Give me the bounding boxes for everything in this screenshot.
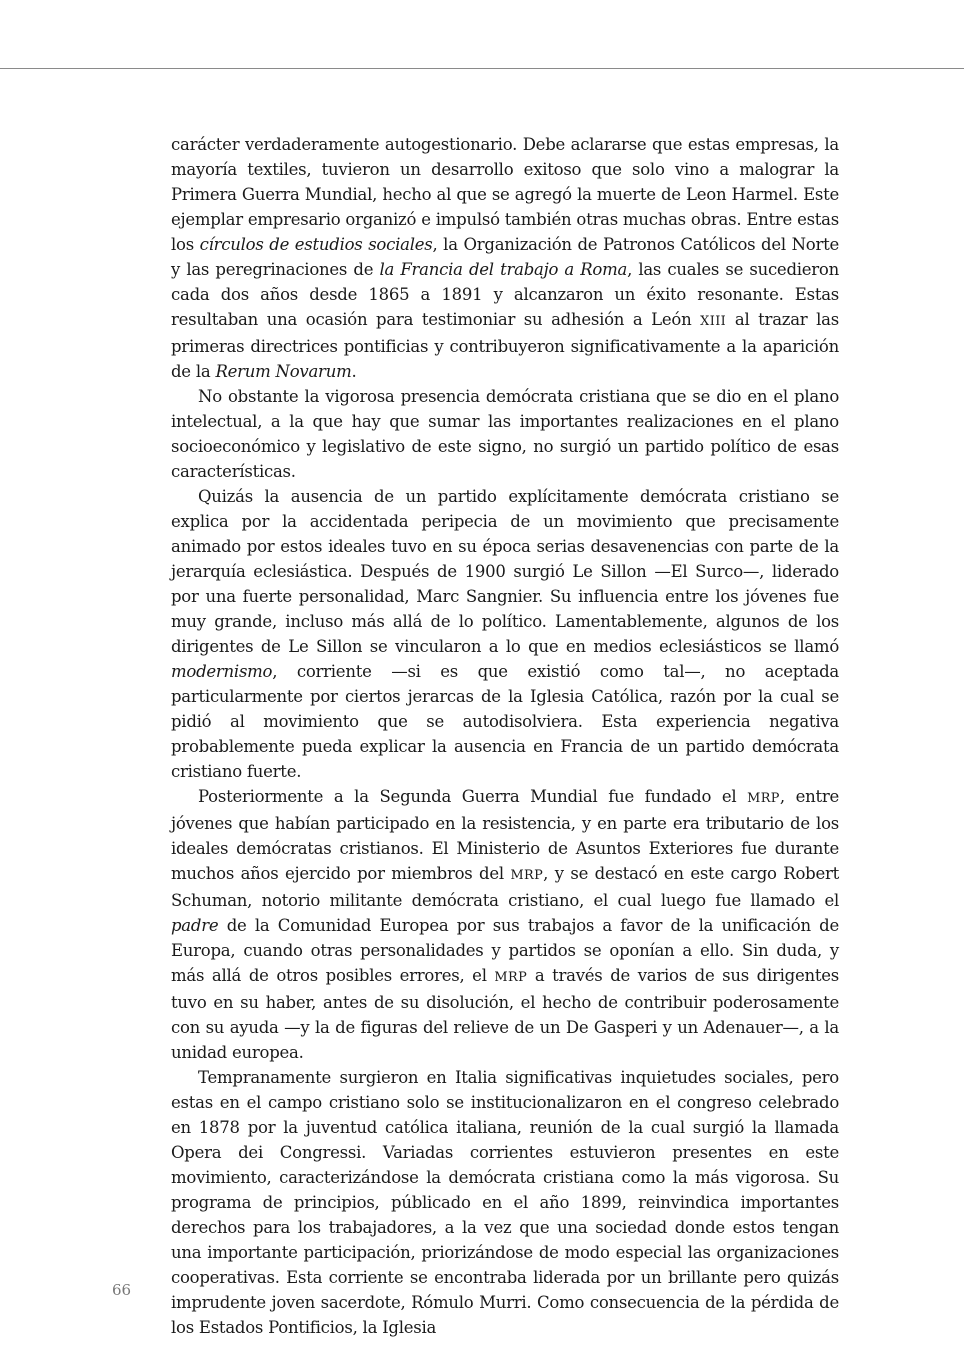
italic-term: padre xyxy=(171,916,219,935)
italic-term: la Francia del trabajo a Roma xyxy=(379,260,628,279)
text-run: Posteriormente a la Segunda Guerra Mundial fue fundado el xyxy=(198,787,748,806)
text-run: No obstante la vigorosa presencia demócrata cristiana que se dio en el plano intelectual, a la que hay que sumar las importantes realizaciones en el plano socioeconómico y legislativo de este signo, no surgió un partido político de esas características. xyxy=(171,387,839,481)
text-run: a través de varios de sus dirigentes tuvo en su haber, antes de su disolución, el hecho de contribuir poderosamente con su ayuda —y la de figuras del relieve de un De Gasperi y un Adenauer—, a la unidad europea. xyxy=(171,966,839,1062)
page-number: 66 xyxy=(112,1281,132,1299)
text-run: de la Comunidad Europea por sus trabajos a favor de la unificación de Europa, cuando otras personalidades y partidos se oponían a ello. Sin duda, y más allá de otros posibles errores, el xyxy=(171,916,839,985)
header-rule xyxy=(0,68,964,69)
text-run: Tempranamente surgieron en Italia significativas inquietudes sociales, pero estas en el campo cristiano solo se institucionalizaron en el congreso celebrado en 1878 por la juventud católica italiana, reunión de la cual surgió la llamada Opera dei Congressi. Variadas corrientes estuvieron presentes en este movimiento, caracterizándose la demócrata cristiana como la más vigorosa. Su programa de principios, públicado en el año 1899, reinvindica importantes derechos para los trabajadores, a la vez que una sociedad donde estos tengan una importante participación, priorizándose de modo especial las organizaciones cooperativas. Esta corriente se encontraba liderada por un brillante pero quizás imprudente joven sacerdote, Rómulo Murri. Como consecuencia de la pérdida de los Estados Pontificios, la Iglesia xyxy=(171,1068,839,1337)
paragraph xyxy=(171,384,839,484)
paragraph xyxy=(171,784,839,1065)
small-caps-term: MRP xyxy=(494,970,528,985)
italic-term: Rerum Novarum xyxy=(215,362,352,381)
text-run: , la Organización de Patronos Católicos del Norte y las peregrinaciones de xyxy=(171,235,839,279)
text-run: , entre jóvenes que habían participado en la resistencia, y en parte era tributario de los ideales demócratas cristianos. El Ministerio de Asuntos Exteriores fue durante muchos años ejercido por miembros del xyxy=(171,787,839,883)
paragraph xyxy=(171,484,839,784)
paragraph xyxy=(171,132,839,384)
italic-term: círculos de estudios sociales xyxy=(199,235,433,254)
text-run: . xyxy=(351,362,357,381)
paragraph xyxy=(171,1065,839,1340)
small-caps-term: XIII xyxy=(700,314,727,329)
text-run: , y se destacó en este cargo Robert Schuman, notorio militante demócrata cristiano, el cual luego fue llamado el xyxy=(171,864,839,910)
body-text xyxy=(171,132,839,1340)
text-run: al trazar las primeras directrices pontificias y contribuyeron significativamente a la aparición de la xyxy=(171,310,839,381)
text-run: , las cuales se sucedieron cada dos años desde 1865 a 1891 y alcanzaron un éxito resonante. Estas resultaban una ocasión para testimoniar su adhesión a León xyxy=(171,260,839,329)
text-run: Quizás la ausencia de un partido explícitamente demócrata cristiano se explica por la accidentada peripecia de un movimiento que precisamente animado por estos ideales tuvo en su época serias desavenencias con parte de la jerarquía eclesiástica. Después de 1900 surgió Le Sillon —El Surco—, liderado por una fuerte personalidad, Marc Sangnier. Su influencia entre los jóvenes fue muy grande, incluso más allá de lo político. Lamentablemente, algunos de los dirigentes de Le Sillon se vincularon a lo que en medios eclesiásticos se llamó xyxy=(171,487,839,656)
italic-term: modernismo xyxy=(171,662,273,681)
text-run: carácter verdaderamente autogestionario. Debe aclararse que estas empresas, la mayoría textiles, tuvieron un desarrollo exitoso que solo vino a malograr la Primera Guerra Mundial, hecho al que se agregó la muerte de Leon Harmel. Este ejemplar empresario organizó e impulsó también otras muchas obras. Entre estas los xyxy=(171,135,839,254)
small-caps-term: MRP xyxy=(510,868,544,883)
text-run: , corriente —si es que existió como tal—, no aceptada particularmente por ciertos jerarcas de la Iglesia Católica, razón por la cual se pidió al movimiento que se autodisolviera. Esta experiencia negativa probablemente pueda explicar la ausencia en Francia de un partido demócrata cristiano fuerte. xyxy=(171,662,839,781)
small-caps-term: MRP xyxy=(747,791,780,806)
